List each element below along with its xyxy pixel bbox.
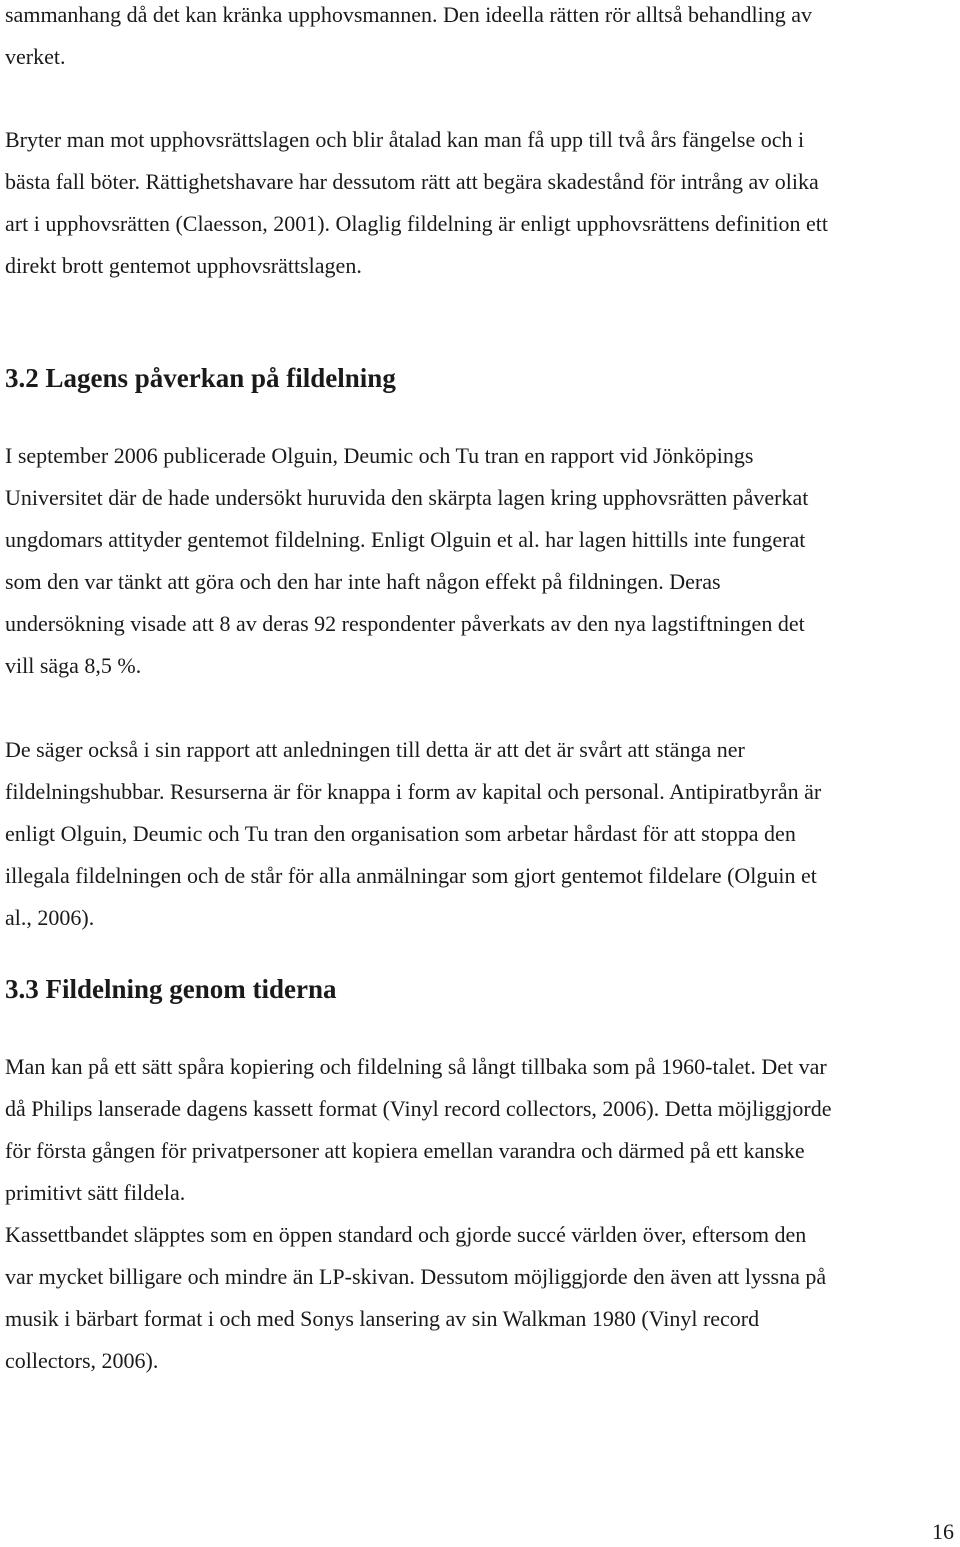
- paragraph-file-sharing-hubs: [5, 729, 957, 939]
- text-line: De säger också i sin rapport att anledningen till detta är att det är svårt att stänga ner: [5, 737, 745, 762]
- text-line: fildelningshubbar. Resurserna är för knappa i form av kapital och personal. Antipiratbyrån är: [5, 779, 822, 804]
- text-line: Universitet där de hade undersökt huruvida den skärpta lagen kring upphovsrätten påverkat: [5, 485, 809, 510]
- paragraph-olguin-report: [5, 435, 957, 687]
- paragraph-cassette-history: [5, 1046, 957, 1214]
- text-line: primitivt sätt fildela.: [5, 1180, 186, 1205]
- text-line: vill säga 8,5 %.: [5, 653, 142, 678]
- text-line: undersökning visade att 8 av deras 92 respondenter påverkats av den nya lagstiftningen det: [5, 611, 805, 636]
- text-line: art i upphovsrätten (Claesson, 2001). Olaglig fildelning är enligt upphovsrättens definition ett: [5, 211, 829, 236]
- text-line: musik i bärbart format i och med Sonys lansering av sin Walkman 1980 (Vinyl record: [5, 1306, 760, 1331]
- text-line: al., 2006).: [5, 905, 95, 930]
- text-line: illegala fildelningen och de står för alla anmälningar som gjort gentemot fildelare (Olguin et: [5, 863, 817, 888]
- page-number: 16: [932, 1519, 954, 1544]
- text-line: bästa fall böter. Rättighetshavare har dessutom rätt att begära skadestånd för intrång av olika: [5, 169, 819, 194]
- text-line: Man kan på ett sätt spåra kopiering och fildelning så långt tillbaka som på 1960-talet. Det var: [5, 1054, 827, 1079]
- text-line: sammanhang då det kan kränka upphovsmannen. Den ideella rätten rör alltså behandling av: [5, 2, 813, 27]
- text-line: ungdomars attityder gentemot fildelning. Enligt Olguin et al. har lagen hittills inte fungerat: [5, 527, 806, 552]
- section-heading-3-3: 3.3 Fildelning genom tiderna: [5, 974, 337, 1004]
- paragraph-copyright-moral-rights: [5, 0, 957, 78]
- text-line: Kassettbandet släpptes som en öppen standard och gjorde succé världen över, eftersom den: [5, 1222, 807, 1247]
- section-heading-3-2: 3.2 Lagens påverkan på fildelning: [5, 363, 396, 393]
- paragraph-walkman: [5, 1214, 957, 1382]
- text-line: collectors, 2006).: [5, 1348, 159, 1373]
- text-line: enligt Olguin, Deumic och Tu tran den organisation som arbetar hårdast för att stoppa den: [5, 821, 796, 846]
- text-line: verket.: [5, 44, 66, 69]
- text-line: var mycket billigare och mindre än LP-skivan. Dessutom möjliggjorde den även att lyssna på: [5, 1264, 827, 1289]
- text-line: Bryter man mot upphovsrättslagen och blir åtalad kan man få upp till två års fängelse och i: [5, 127, 805, 152]
- text-line: för första gången för privatpersoner att kopiera emellan varandra och därmed på ett kanske: [5, 1138, 805, 1163]
- text-line: direkt brott gentemot upphovsrättslagen.: [5, 253, 362, 278]
- paragraph-penalties: [5, 119, 957, 287]
- text-line: I september 2006 publicerade Olguin, Deumic och Tu tran en rapport vid Jönköpings: [5, 443, 754, 468]
- text-line: då Philips lanserade dagens kassett format (Vinyl record collectors, 2006). Detta möjliggjorde: [5, 1096, 832, 1121]
- text-line: som den var tänkt att göra och den har inte haft någon effekt på fildningen. Deras: [5, 569, 721, 594]
